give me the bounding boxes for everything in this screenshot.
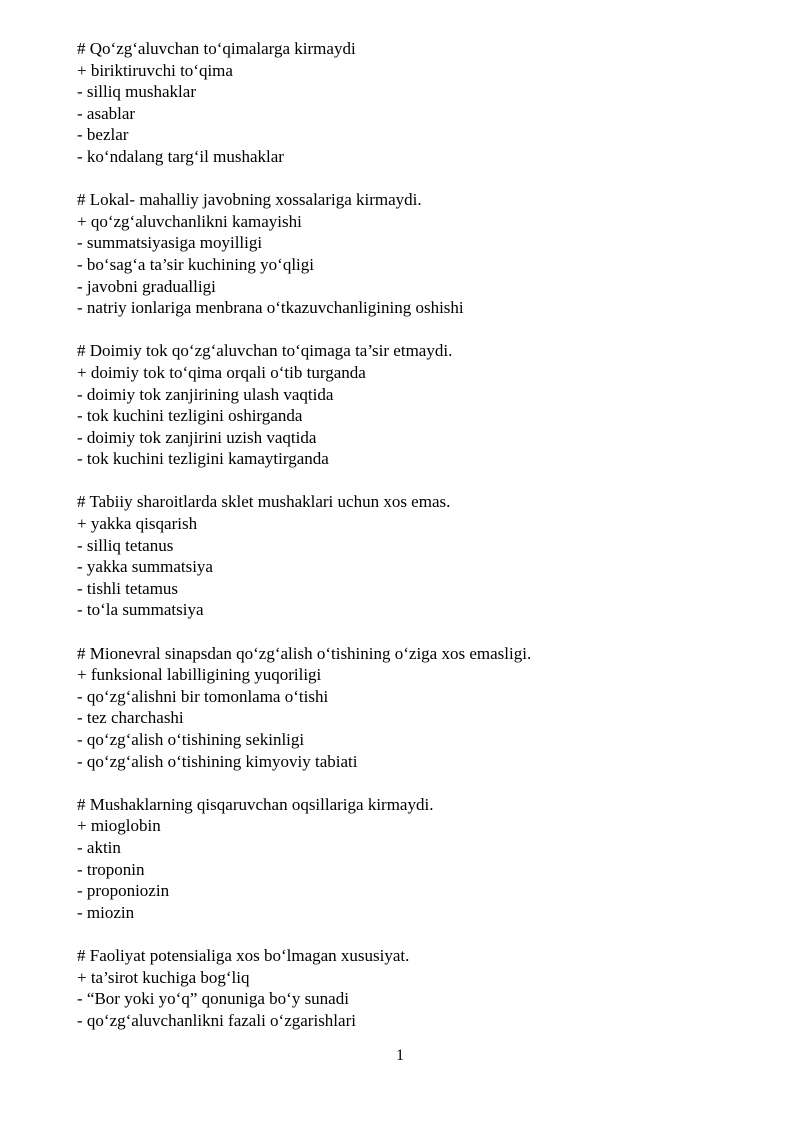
answer-option: - to‘la summatsiya [77, 600, 204, 620]
answer-option: - qo‘zg‘alish o‘tishining sekinligi [77, 730, 305, 749]
question-text: # Mushaklarning qisqaruvchan oqsillariga kirmaydi. [77, 794, 434, 814]
question-block [77, 794, 757, 924]
page-number: 1 [396, 1047, 404, 1064]
answer-option: - doimiy tok zanjirini uzish vaqtida [77, 427, 317, 447]
question-block [77, 491, 757, 621]
answer-option: - tok kuchini tezligini oshirganda [77, 406, 303, 426]
answer-option: - tok kuchini tezligini kamaytirganda [77, 449, 329, 469]
correct-answer: + yakka qisqarish [77, 514, 198, 534]
answer-option: - proponiozin [77, 881, 170, 901]
correct-answer: + doimiy tok to‘qima orqali o‘tib turganda [77, 362, 366, 382]
question-block [77, 643, 757, 773]
answer-option: - qo‘zg‘aluvchanlikni fazali o‘zgarishlari [77, 1010, 356, 1030]
answer-option: - qo‘zg‘alish o‘tishining kimyoviy tabiati [77, 751, 358, 771]
answer-option: - silliq mushaklar [77, 82, 196, 102]
correct-answer: + biriktiruvchi to‘qima [77, 60, 233, 80]
correct-answer: + mioglobin [77, 816, 161, 836]
answer-option: - yakka summatsiya [77, 557, 213, 577]
question-text: # Faoliyat potensialiga xos bo‘lmagan xususiyat. [77, 945, 410, 965]
question-text: # Doimiy tok qo‘zg‘aluvchan to‘qimaga ta’sir etmaydi. [77, 341, 453, 361]
answer-option: - qo‘zg‘alishni bir tomonlama o‘tishi [77, 686, 329, 706]
question-text: # Qo‘zg‘aluvchan to‘qimalarga kirmaydi [77, 39, 356, 58]
answer-option: - tez charchashi [77, 708, 184, 728]
question-text: # Tabiiy sharoitlarda sklet mushaklari uchun xos emas. [77, 492, 451, 512]
answer-option: - bo‘sag‘a ta’sir kuchining yo‘qligi [77, 254, 315, 274]
answer-option: - troponin [77, 859, 145, 879]
question-text: # Lokal- mahalliy javobning xossalariga kirmaydi. [77, 190, 422, 210]
answer-option: - doimiy tok zanjirining ulash vaqtida [77, 384, 334, 404]
correct-answer: + funksional labilligining yuqoriligi [77, 665, 322, 685]
answer-option: - bezlar [77, 125, 129, 145]
answer-option: - ko‘ndalang targ‘il mushaklar [77, 146, 284, 166]
answer-option: - natriy ionlariga menbrana o‘tkazuvchanligining oshishi [77, 298, 464, 318]
answer-option: - “Bor yoki yo‘q” qonuniga bo‘y sunadi [77, 989, 349, 1009]
answer-option: - javobni gradualligi [77, 276, 216, 296]
correct-answer: + ta’sirot kuchiga bog‘liq [77, 967, 250, 987]
question-block [77, 945, 757, 1031]
question-block [77, 189, 757, 319]
question-block [77, 38, 757, 168]
question-text: # Mionevral sinapsdan qo‘zg‘alish o‘tishining o‘ziga xos emasligi. [77, 643, 532, 663]
answer-option: - miozin [77, 902, 135, 922]
question-block [77, 340, 757, 470]
correct-answer: + qo‘zg‘aluvchanlikni kamayishi [77, 211, 302, 231]
answer-option: - silliq tetanus [77, 535, 174, 555]
answer-option: - aktin [77, 837, 121, 857]
document-content [77, 38, 757, 1053]
answer-option: - tishli tetamus [77, 578, 179, 598]
answer-option: - summatsiyasiga moyilligi [77, 233, 263, 253]
answer-option: - asablar [77, 103, 136, 123]
